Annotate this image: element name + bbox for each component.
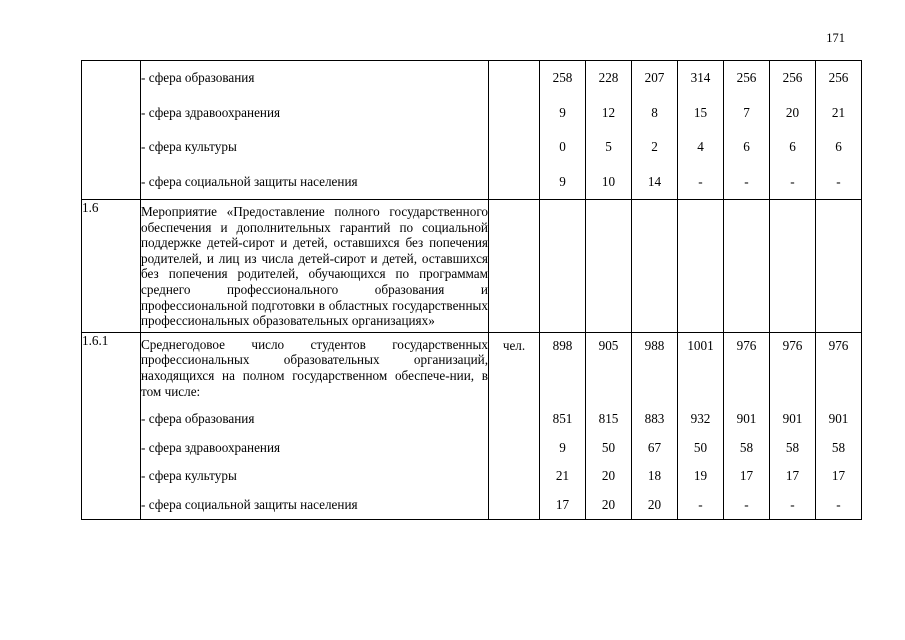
table-cell-value: 901 bbox=[782, 411, 803, 427]
table-cell-value: - bbox=[698, 496, 703, 512]
table-cell-value: 851 bbox=[552, 411, 573, 427]
table-cell-value: 988 bbox=[644, 337, 665, 353]
table-cell-value: 12 bbox=[601, 104, 616, 120]
table-cell-value: 17 bbox=[739, 468, 754, 484]
table-cell-value: - bbox=[698, 173, 703, 189]
page-number: 171 bbox=[826, 31, 845, 45]
list-item: - сфера образования bbox=[141, 70, 255, 86]
table-cell-value: 7 bbox=[743, 104, 750, 120]
row-number-cell: 1.6.1 bbox=[82, 332, 141, 519]
data-table bbox=[81, 60, 862, 520]
list-item: - сфера социальной защиты населения bbox=[141, 496, 358, 512]
list-item: - сфера культуры bbox=[141, 139, 237, 155]
table-cell-value: 67 bbox=[647, 439, 662, 455]
table-cell-value: 21 bbox=[555, 468, 570, 484]
table-cell-value: 256 bbox=[782, 70, 803, 86]
table-cell-value: 228 bbox=[598, 70, 619, 86]
table-cell-value: 901 bbox=[828, 411, 849, 427]
unit-cell bbox=[489, 61, 540, 200]
table-cell-value: 19 bbox=[693, 468, 708, 484]
table-cell-value: 15 bbox=[693, 104, 708, 120]
row-number-cell bbox=[82, 61, 141, 200]
value-cell bbox=[678, 200, 724, 333]
table-cell-value: 58 bbox=[739, 439, 754, 455]
value-cell bbox=[678, 61, 724, 200]
table-row bbox=[82, 61, 862, 200]
value-cell bbox=[816, 332, 862, 519]
table-cell-value: 256 bbox=[828, 70, 849, 86]
table-cell-value: 976 bbox=[782, 337, 803, 353]
table-cell-value: 17 bbox=[831, 468, 846, 484]
value-cell bbox=[816, 61, 862, 200]
value-cell bbox=[724, 61, 770, 200]
unit-cell bbox=[489, 332, 540, 519]
table-cell-value: 20 bbox=[647, 496, 662, 512]
value-cell bbox=[724, 200, 770, 333]
table-cell-value: - bbox=[744, 496, 749, 512]
value-cell bbox=[632, 200, 678, 333]
value-cell bbox=[586, 61, 632, 200]
table-cell-value: 5 bbox=[605, 139, 612, 155]
table-cell-value: 258 bbox=[552, 70, 573, 86]
table-cell-value: 58 bbox=[785, 439, 800, 455]
table-cell-value: 58 bbox=[831, 439, 846, 455]
value-cell bbox=[770, 200, 816, 333]
table-cell-value: 0 bbox=[559, 139, 566, 155]
list-item: - сфера культуры bbox=[141, 468, 237, 484]
table-cell-value: - bbox=[790, 496, 795, 512]
table-cell-value: 207 bbox=[644, 70, 665, 86]
table-cell-value: 976 bbox=[828, 337, 849, 353]
table-cell-value: 50 bbox=[693, 439, 708, 455]
table-cell-value: - bbox=[836, 496, 841, 512]
row-number-cell: 1.6 bbox=[82, 200, 141, 333]
value-cell bbox=[724, 332, 770, 519]
table-cell-value: 932 bbox=[690, 411, 711, 427]
list-item: - сфера образования bbox=[141, 411, 255, 427]
unit-value: чел. bbox=[502, 337, 526, 353]
table-cell-value: 14 bbox=[647, 173, 662, 189]
table-cell-value: 17 bbox=[555, 496, 570, 512]
table-cell-value: - bbox=[744, 173, 749, 189]
table-cell-value: 50 bbox=[601, 439, 616, 455]
table-cell-value: 898 bbox=[552, 337, 573, 353]
value-cell bbox=[770, 332, 816, 519]
table-row bbox=[82, 200, 862, 333]
table-cell-value: 9 bbox=[559, 439, 566, 455]
unit-cell bbox=[489, 200, 540, 333]
table-cell-value: 901 bbox=[736, 411, 757, 427]
row-text: Мероприятие «Предоставление полного государственного обеспечения и дополнительных гарантий по социальной поддержке детей-сирот и детей, оставшихся без попечения родителей, и лиц из числа детей-сирот и детей, оставшихся без попечения родителей, обучающихся по программам среднего профессионального образования и профессиональной подготовки в областных государственных профессиональных образовательных организациях» bbox=[141, 204, 488, 329]
value-cell bbox=[586, 200, 632, 333]
table-cell-value: 314 bbox=[690, 70, 711, 86]
value-cell bbox=[632, 332, 678, 519]
table-cell-value: - bbox=[836, 173, 841, 189]
table-cell-value: - bbox=[790, 173, 795, 189]
row-name-cell bbox=[141, 200, 489, 333]
value-cell bbox=[770, 61, 816, 200]
table-cell-value: 976 bbox=[736, 337, 757, 353]
table-cell-value: 20 bbox=[601, 468, 616, 484]
table-cell-value: 21 bbox=[831, 104, 846, 120]
table-cell-value: 256 bbox=[736, 70, 757, 86]
row-text: Среднегодовое число студентов государственных профессиональных образовательных организаций, находящихся на полном государственном обеспече-нии, в том числе: bbox=[141, 336, 488, 399]
list-item: - сфера здравоохранения bbox=[141, 439, 281, 455]
value-cell bbox=[540, 332, 586, 519]
table-cell-value: 20 bbox=[601, 496, 616, 512]
table-cell-value: 815 bbox=[598, 411, 619, 427]
value-cell bbox=[540, 200, 586, 333]
value-cell bbox=[678, 332, 724, 519]
table-cell-value: 1001 bbox=[687, 337, 714, 353]
table-cell-value: 18 bbox=[647, 468, 662, 484]
table-cell-value: 4 bbox=[697, 139, 704, 155]
table-cell-value: 6 bbox=[835, 139, 842, 155]
table-cell-value: 8 bbox=[651, 104, 658, 120]
list-item: - сфера здравоохранения bbox=[141, 104, 281, 120]
list-item: - сфера социальной защиты населения bbox=[141, 173, 358, 189]
value-cell bbox=[816, 200, 862, 333]
table-cell-value: 6 bbox=[789, 139, 796, 155]
value-cell bbox=[632, 61, 678, 200]
table-cell-value: 6 bbox=[743, 139, 750, 155]
table-cell-value: 9 bbox=[559, 104, 566, 120]
table-cell-value: 20 bbox=[785, 104, 800, 120]
table-cell-value: 2 bbox=[651, 139, 658, 155]
table-cell-value: 905 bbox=[598, 337, 619, 353]
value-cell bbox=[540, 61, 586, 200]
table-cell-value: 17 bbox=[785, 468, 800, 484]
table-cell-value: 9 bbox=[559, 173, 566, 189]
table-cell-value: 10 bbox=[601, 173, 616, 189]
value-cell bbox=[586, 332, 632, 519]
table-row bbox=[82, 332, 862, 519]
row-name-cell bbox=[141, 332, 489, 519]
table-cell-value: 883 bbox=[644, 411, 665, 427]
row-name-cell bbox=[141, 61, 489, 200]
